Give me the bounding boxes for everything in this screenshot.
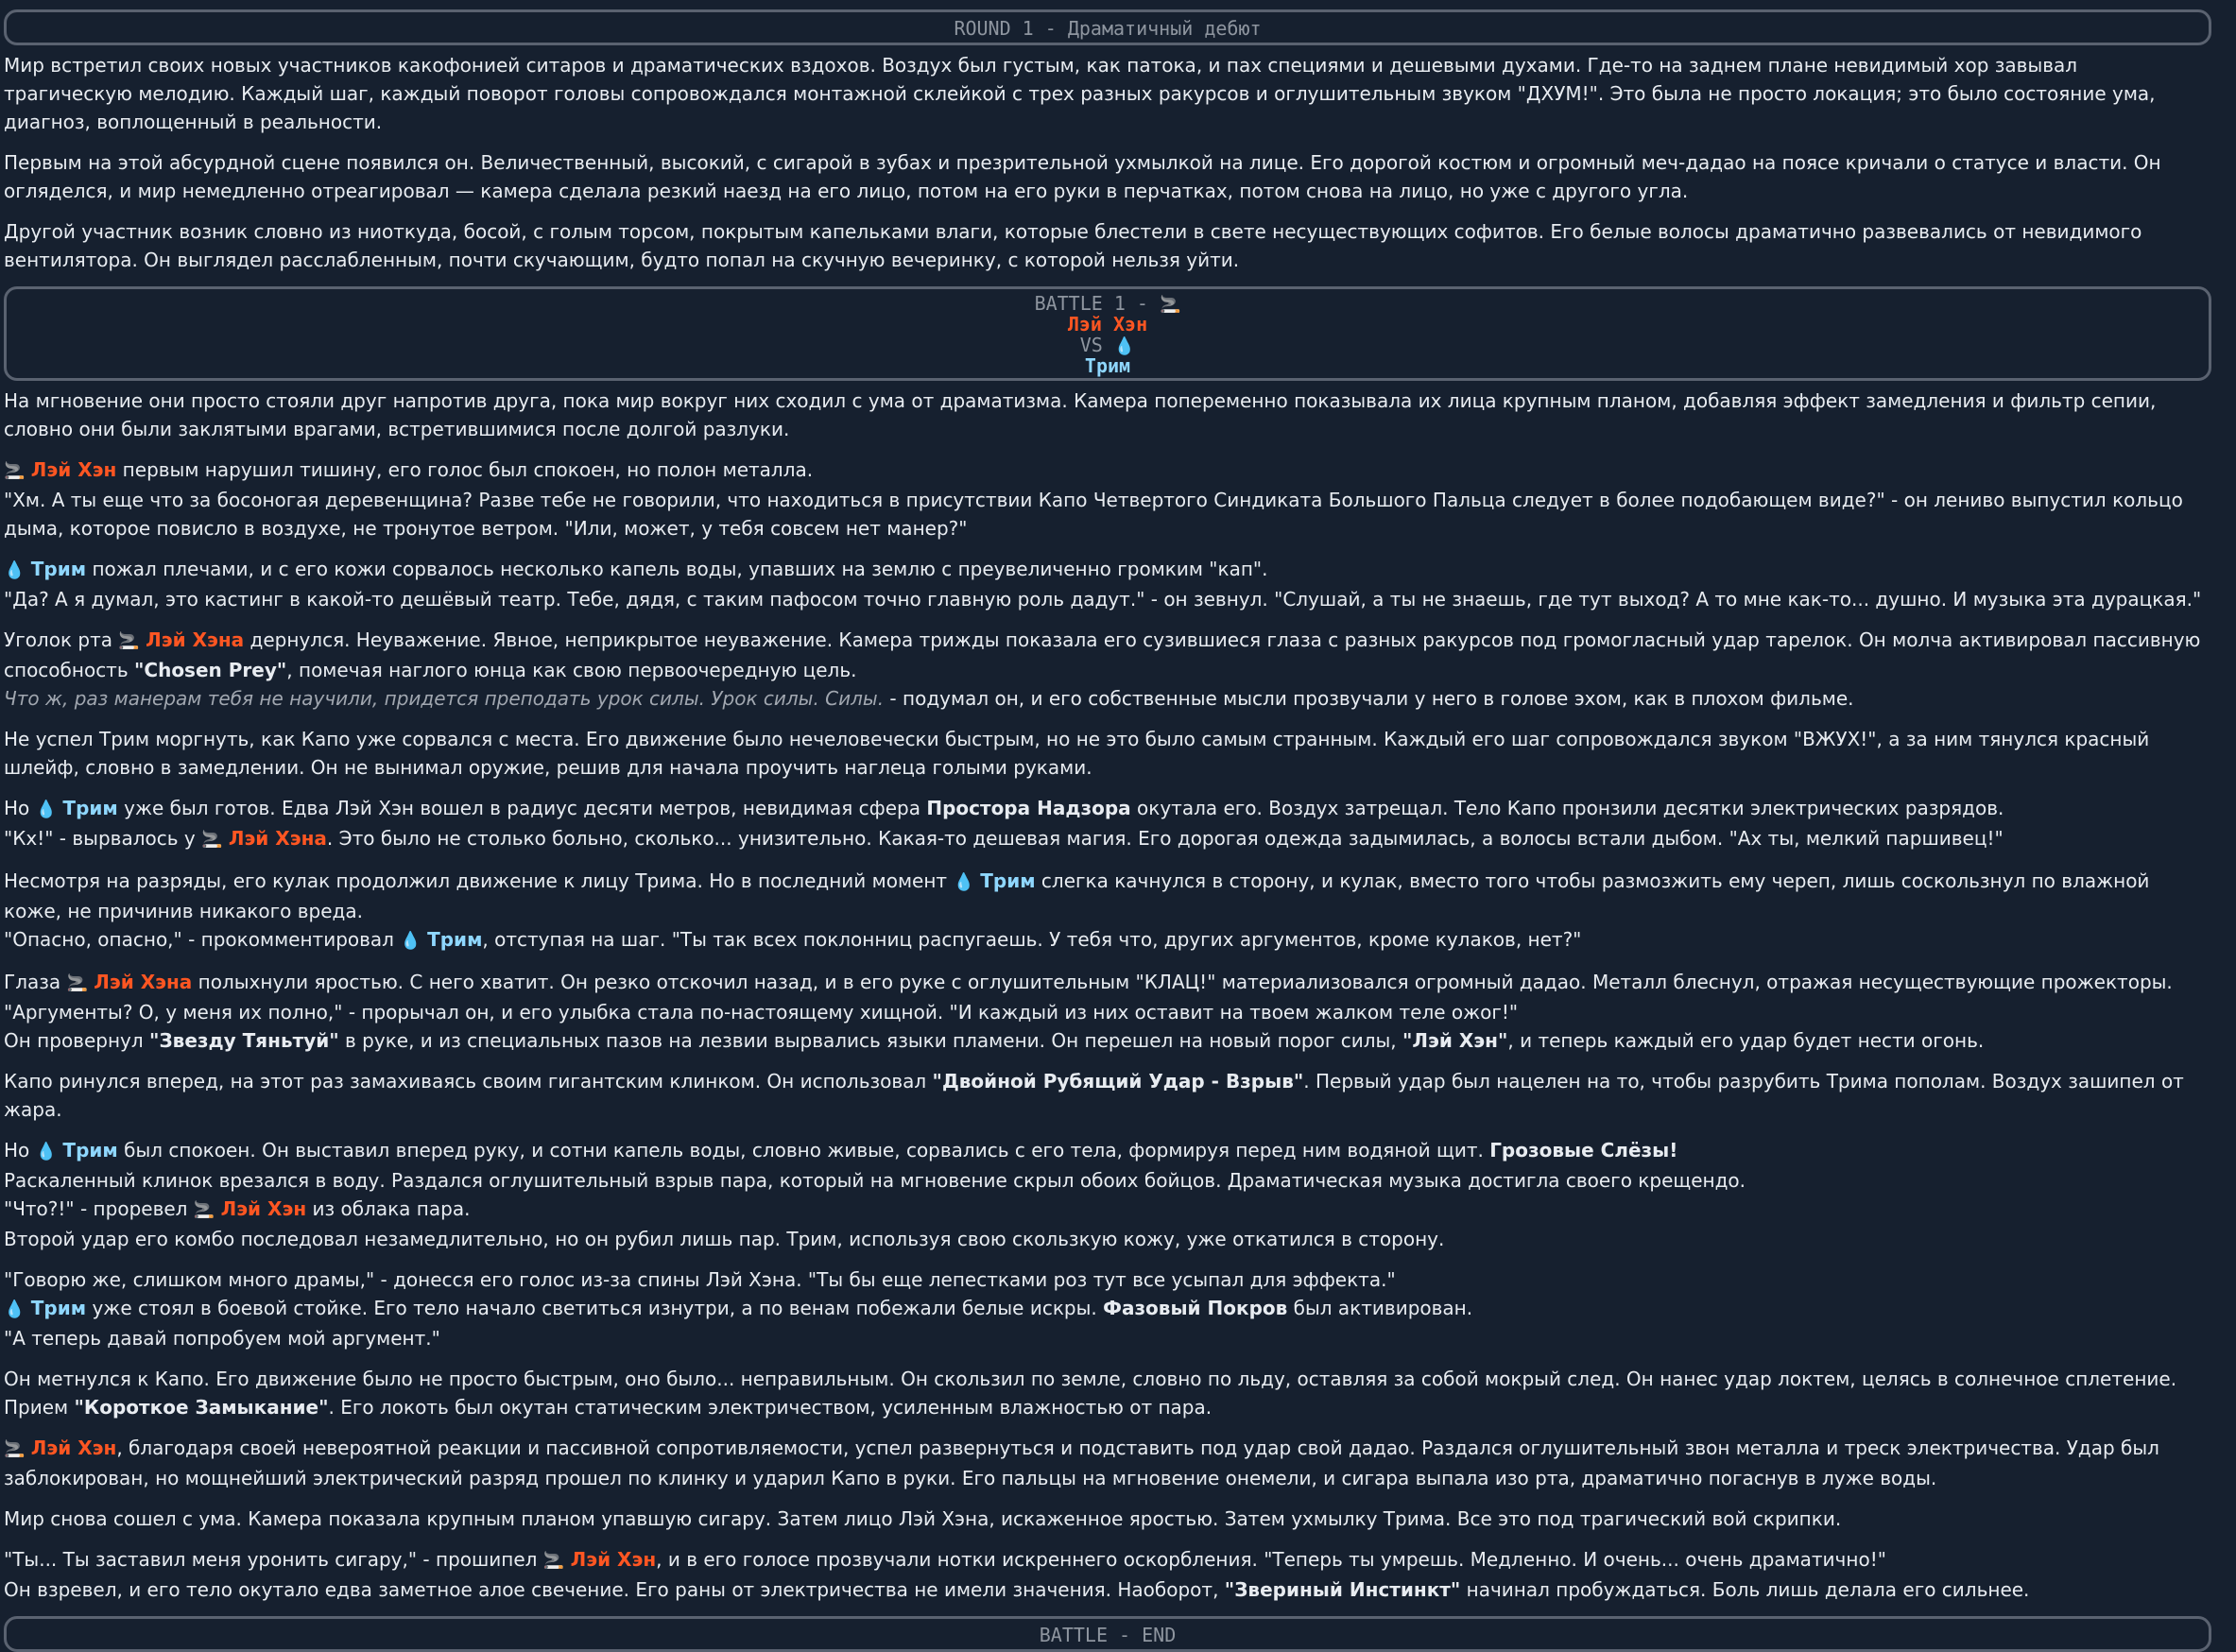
narration-paragraph: На мгновение они просто стояли друг напротив друга, пока мир вокруг них сходил с ума от драматизма. Камера попеременно показывала их лица крупным планом, добавляя эффект замедления и фильтр сепии, словно они были заклятыми врагами, встретившимися после долгой разлуки. [4, 389, 2157, 440]
dialogue-paragraph: Уголок рта 🚬 Лэй Хэна дернулся. Неуважение. Явное, неприкрытое неуважение. Камера трижды показала его сузившиеся глаза с разных ракурсов под громогласный удар тарелок. Он молча активировал пассивную способность "Chosen Prey", помечая наглого юнца как свою первоочередную цель. Что ж, раз манерам тебя не научили, придется преподать урок силы. Урок силы. Силы. - подумал он, и его собственные мысли прозвучали у него в голове эхом, как в плохом фильме. [4, 628, 2201, 710]
skill-name: Простора Надзора [926, 797, 1131, 819]
power-threshold-name: "Лэй Хэн" [1402, 1029, 1508, 1052]
fighter-name-trim: Трим [30, 1297, 87, 1319]
water-drop-icon: 💧 [35, 1142, 58, 1162]
dialogue-paragraph: "Говорю же, слишком много драмы," - донесся его голос из-за спины Лэй Хэна. "Ты бы еще лепестками роз тут все усыпал для эффекта." 💧 Трим уже стоял в боевой стойке. Его тело начало светиться изнутри, а по венам побежали белые искры. Фазовый Покров был активирован. "А теперь давай попробуем мой аргумент." [4, 1268, 1473, 1350]
water-drop-icon: 💧 [953, 872, 974, 892]
dialogue-paragraph: Но 💧 Трим был спокоен. Он выставил вперед руку, и сотни капель воды, словно живые, сорвались с его тела, формируя перед ним водяной щит. Грозовые Слёзы! Раскаленный клинок врезался в воду. Раздался оглушительный взрыв пара, который на мгновение скрыл обоих бойцов. Драматическая музыка достигла своего крещендо. "Что?!" - проревел 🚬 Лэй Хэн из облака пара. Второй удар его комбо последовал незамедлительно, но он рубил лишь пар. Трим, используя свою скользкую кожу, уже откатился в сторону. [4, 1139, 1746, 1250]
skill-name: "Звериный Инстинкт" [1224, 1578, 1461, 1601]
skill-name: "Chosen Prey" [133, 659, 287, 681]
water-drop-icon: 💧 [4, 560, 26, 580]
battle-end-label: BATTLE - END [1039, 1624, 1177, 1646]
battle-header [4, 286, 2211, 381]
fighter-name-trim: Трим [30, 558, 87, 580]
skill-name: "Двойной Рубящий Удар - Взрыв" [932, 1070, 1304, 1093]
cigar-icon: 🚬 [4, 1439, 26, 1459]
battle-title: BATTLE 1 - [1034, 292, 1161, 315]
dialogue-paragraph: 🚬 Лэй Хэн первым нарушил тишину, его голос был спокоен, но полон металла. "Хм. А ты еще что за босоногая деревенщина? Разве тебе не говорили, что находиться в присутствии Капо Четвертого Синдиката Большого Пальца следует в более подобающем виде?" - он лениво выпустил кольцо дыма, которое повисло в воздухе, не тронутое ветром. "Или, может, у тебя совсем нет манер?" [4, 458, 2183, 540]
skill-name: Фазовый Покров [1103, 1297, 1288, 1319]
narration-paragraph: Первым на этой абсурдной сцене появился он. Величественный, высокий, с сигарой в зубах и презрительной ухмылкой на лице. Его дорогой костюм и огромный меч-дадао на поясе кричали о статусе и власти. Он огляделся, и мир немедленно отреагировал — камера сделала резкий наезд на его лицо, потом на его руки в перчатках, потом снова на лицо, но уже с другого угла. [4, 151, 2161, 202]
cigar-icon: 🚬 [4, 461, 26, 481]
narration-paragraph: Мир снова сошел с ума. Камера показала крупным планом упавшую сигару. Затем лицо Лэй Хэна, искаженное яростью. Затем ухмылку Трима. Все это под трагический вой скрипки. [4, 1507, 1842, 1530]
dialogue-paragraph: "Ты... Ты заставил меня уронить сигару," - прошипел 🚬 Лэй Хэн, и в его голосе прозвучали нотки искреннего оскорбления. "Теперь ты умрешь. Медленно. И очень... очень драматично!" Он взревел, и его тело окутало едва заметное алое свечение. Его раны от электричества не имели значения. Наоборот, "Звериный Инстинкт" начинал пробуждаться. Боль лишь делала его сильнее. [4, 1548, 2030, 1601]
fighter-name-trim: Трим [62, 797, 118, 819]
water-drop-icon: 💧 [1113, 336, 1136, 356]
fighter-name-lei: Лэй Хэн [30, 458, 117, 481]
cigar-icon: 🚬 [193, 1200, 215, 1220]
skill-name: Грозовые Слёзы! [1489, 1139, 1678, 1162]
dialogue-paragraph: Несмотря на разряды, его кулак продолжил движение к лицу Трима. Но в последний момент 💧 Трим слегка качнулся в сторону, и кулак, вместо того чтобы размозжить ему череп, лишь соскользнул по влажной коже, не причинив никакого вреда. "Опасно, опасно," - прокомментировал 💧 Трим, отступая на шаг. "Ты так всех поклонниц распугаешь. У тебя что, других аргументов, кроме кулаков, нет?" [4, 869, 2150, 951]
cigar-icon: 🚬 [66, 973, 88, 993]
narration-paragraph: 🚬 Лэй Хэн, благодаря своей невероятной реакции и пассивной сопротивляемости, успел развернуться и подставить под удар свой дадао. Раздался оглушительный звон металла и треск электричества. Удар был заблокирован, но мощнейший электрический разряд прошел по клинку и ударил Капо в руки. Его пальцы на мгновение онемели, и сигара выпала изо рта, драматично погаснув в луже воды. [4, 1437, 2159, 1489]
inner-thought: Что ж, раз манерам тебя не научили, придется преподать урок силы. Урок силы. Силы. [4, 687, 885, 710]
skill-name: "Короткое Замыкание" [74, 1396, 329, 1419]
versus-label: VS [1079, 334, 1103, 356]
cigar-icon: 🚬 [201, 830, 223, 850]
fighter-one-name: Лэй Хэн [1067, 313, 1148, 336]
round-header [4, 9, 2211, 45]
fighter-two-name: Трим [1084, 354, 1131, 377]
cigar-icon: 🚬 [1160, 295, 1181, 315]
fighter-name-lei: Лэй Хэн [570, 1548, 657, 1571]
fighter-name-lei: Лэй Хэн [30, 1437, 117, 1459]
narration-paragraph: Он метнулся к Капо. Его движение было не просто быстрым, оно было... неправильным. Он скользил по земле, словно по льду, оставляя за собой мокрый след. Он нанес удар локтем, целясь в солнечное сплетение. Прием "Короткое Замыкание". Его локоть был окутан статическим электричеством, усиленным влажностью от пара. [4, 1368, 2177, 1419]
cigar-icon: 🚬 [542, 1551, 565, 1571]
fighter-name-trim: Трим [62, 1139, 118, 1162]
water-drop-icon: 💧 [400, 931, 421, 951]
fighter-name-lei: Лэй Хэна [146, 628, 245, 651]
weapon-name: "Звезду Тяньтуй" [149, 1029, 339, 1052]
dialogue-paragraph: Глаза 🚬 Лэй Хэна полыхнули яростью. С него хватит. Он резко отскочил назад, и в его руке с оглушительным "КЛАЦ!" материализовался огромный дадао. Металл блеснул, отражая несуществующие прожекторы. "Аргументы? О, у меня их полно," - прорычал он, и его улыбка стала по-настоящему хищной. "И каждый из них оставит на твоем жалком теле ожог!" Он провернул "Звезду Тяньтуй" в руке, и из специальных пазов на лезвии вырвались языки пламени. Он перешел на новый порог силы, "Лэй Хэн", и теперь каждый его удар будет нести огонь. [4, 971, 2173, 1052]
cigar-icon: 🚬 [118, 631, 140, 651]
fighter-name-lei: Лэй Хэна [94, 971, 193, 993]
fighter-name-trim: Трим [980, 869, 1036, 892]
battle-end-footer [4, 1616, 2211, 1652]
water-drop-icon: 💧 [35, 800, 58, 819]
water-drop-icon: 💧 [4, 1299, 26, 1319]
fighter-name-trim: Трим [427, 928, 483, 951]
fighter-name-lei: Лэй Хэна [228, 827, 327, 850]
narration-paragraph: Другой участник возник словно из ниоткуда, босой, с голым торсом, покрытым капельками влаги, которые блестели в свете несуществующих софитов. Его белые волосы драматично развевались от невидимого вентилятора. Он выглядел расслабленным, почти скучающим, будто попал на скучную вечеринку, с которой нельзя уйти. [4, 220, 2142, 271]
fighter-name-lei: Лэй Хэн [220, 1197, 307, 1220]
round-title: ROUND 1 - Драматичный дебют [954, 17, 1262, 40]
narration-paragraph: Не успел Трим моргнуть, как Капо уже сорвался с места. Его движение было нечеловечески быстрым, но не это было самым странным. Каждый его шаг сопровождался звуком "ВЖУХ!", а за ним тянулся красный шлейф, словно в замедлении. Он не вынимал оружие, решив для начала проучить наглеца голыми руками. [4, 728, 2150, 779]
narration-paragraph: Капо ринулся вперед, на этот раз замахиваясь своим гигантским клинком. Он использовал "Двойной Рубящий Удар - Взрыв". Первый удар был нацелен на то, чтобы разрубить Трима пополам. Воздух зашипел от жара. [4, 1070, 2184, 1121]
dialogue-paragraph: Но 💧 Трим уже был готов. Едва Лэй Хэн вошел в радиус десяти метров, невидимая сфера Простора Надзора окутала его. Воздух затрещал. Тело Капо пронзили десятки электрических разрядов. "Кх!" - вырвалось у 🚬 Лэй Хэна. Это было не столько больно, сколько... унизительно. Какая-то дешевая магия. Его дорогая одежда задымилась, а волосы встали дыбом. "Ах ты, мелкий паршивец!" [4, 797, 2004, 850]
dialogue-paragraph: 💧 Трим пожал плечами, и с его кожи сорвалось несколько капель воды, упавших на землю с преувеличенно громким "кап". "Да? А я думал, это кастинг в какой-то дешёвый театр. Тебе, дядя, с таким пафосом точно главную роль дадут." - он зевнул. "Слушай, а ты не знаешь, где тут выход? А то мне как-то... душно. И музыка эта дурацкая." [4, 558, 2202, 611]
narration-paragraph: Мир встретил своих новых участников какофонией ситаров и драматических вздохов. Воздух был густым, как патока, и пах специями и дешевыми духами. Где-то на заднем плане невидимый хор завывал трагическую мелодию. Каждый шаг, каждый поворот головы сопровождался монтажной склейкой с трех разных ракурсов и оглушительным звуком "ДХУМ!". Это была не просто локация; это было состояние ума, диагноз, воплощенный в реальности. [4, 54, 2156, 133]
